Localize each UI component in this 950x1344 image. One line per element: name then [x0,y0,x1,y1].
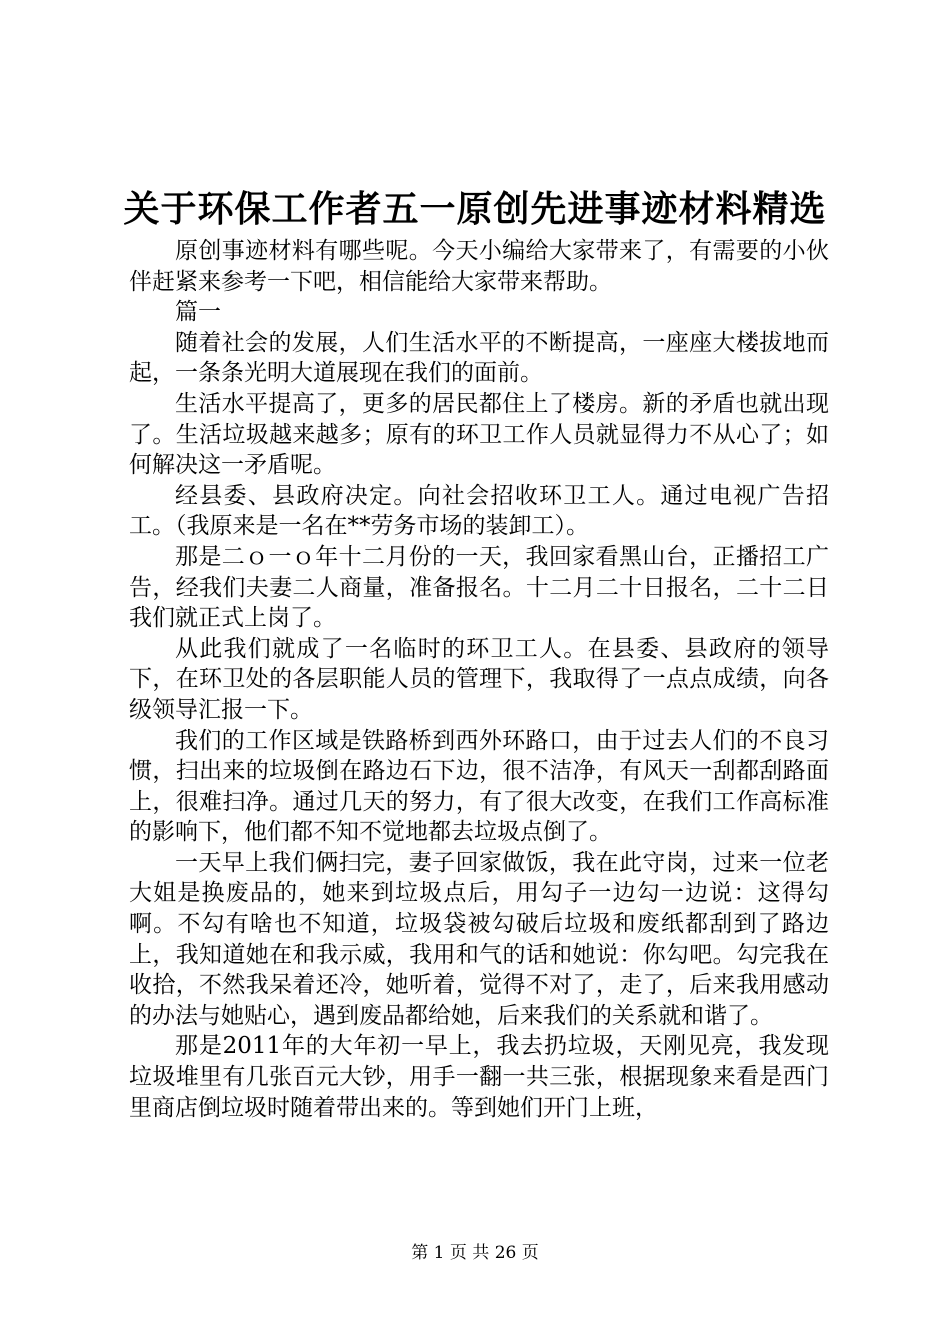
paragraph: 经县委、县政府决定。向社会招收环卫工人。通过电视广告招工。（我原来是一名在**劳务市场的装卸工）。 [129,482,829,540]
page-number-footer: 第 1 页 共 26 页 [411,1243,539,1263]
section-heading: 篇一 [175,299,221,326]
document-title: 关于环保工作者五一原创先进事迹材料精选 [123,188,827,230]
paragraph: 那是二ｏ一ｏ年十二月份的一天，我回家看黑山台，正播招工广告，经我们夫妻二人商量，准备报名。十二月二十日报名，二十二日我们就正式上岗了。 [129,543,829,632]
paragraph: 随着社会的发展，人们生活水平的不断提高，一座座大楼拔地而起，一条条光明大道展现在我们的面前。 [129,329,829,387]
paragraph: 生活水平提高了，更多的居民都住上了楼房。新的矛盾也就出现了。生活垃圾越来越多；原有的环卫工作人员就显得力不从心了；如何解决这一矛盾呢。 [129,390,829,479]
paragraph: 一天早上我们俩扫完，妻子回家做饭，我在此守岗，过来一位老大姐是换废品的，她来到垃圾点后，用勾子一边勾一边说：这得勾啊。不勾有啥也不知道，垃圾袋被勾破后垃圾和废纸都刮到了路边上，我知道她在和我示威，我用和气的话和她说：你勾吧。勾完我在收拾，不然我呆着还冷，她听着，觉得不对了，走了，后来我用感动的办法与她贴心，遇到废品都给她，后来我们的关系就和谐了。 [129,849,829,1029]
paragraph: 那是2011年的大年初一早上，我去扔垃圾，天刚见亮，我发现垃圾堆里有几张百元大钞，用手一翻一共三张，根据现象来看是西门里商店倒垃圾时随着带出来的。等到她们开门上班， [129,1033,829,1121]
paragraph: 从此我们就成了一名临时的环卫工人。在县委、县政府的领导下，在环卫处的各层职能人员的管理下，我取得了一点点成绩，向各级领导汇报一下。 [129,635,829,723]
document-body [129,236,829,1123]
paragraph: 我们的工作区域是铁路桥到西外环路口，由于过去人们的不良习惯，扫出来的垃圾倒在路边石下边，很不洁净，有风天一刮都刮路面上，很难扫净。通过几天的努力，有了很大改变，在我们工作高标准的影响下，他们都不知不觉地都去垃圾点倒了。 [129,727,829,846]
paragraph-intro: 原创事迹材料有哪些呢。今天小编给大家带来了，有需要的小伙伴赶紧来参考一下吧，相信能给大家带来帮助。 [129,238,829,295]
